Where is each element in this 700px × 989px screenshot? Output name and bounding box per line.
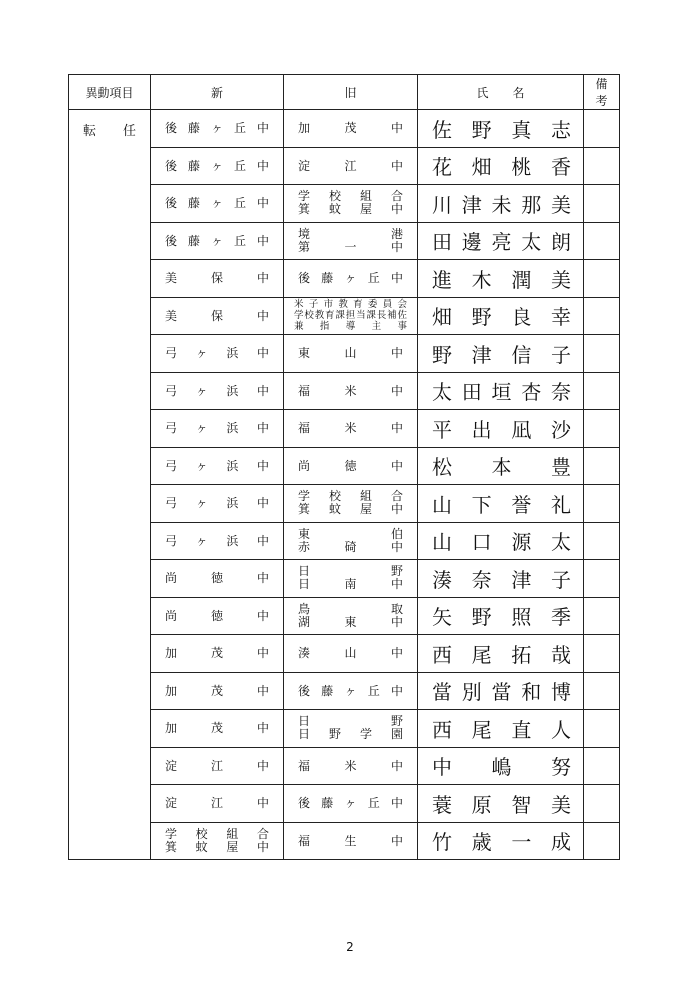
- teacher-name-cell: [418, 110, 584, 148]
- teacher-name: 當 別 當 和 博: [432, 680, 571, 705]
- new-school-line: 加 茂 中: [165, 683, 269, 698]
- teacher-name: 進 木 潤 美: [432, 267, 571, 292]
- remarks-cell: [584, 822, 620, 860]
- teacher-name-cell: [418, 522, 584, 560]
- table-row: [69, 222, 620, 260]
- teacher-name: 太 田 垣 杏 奈: [432, 380, 571, 405]
- old-school-cell: [284, 447, 418, 485]
- remarks-cell: [584, 747, 620, 785]
- teacher-name-cell: [418, 485, 584, 523]
- teacher-name: 田 邊 亮 太 朗: [432, 230, 571, 255]
- teacher-name-cell: [418, 410, 584, 448]
- teacher-name: 竹 歳 一 成: [432, 830, 571, 855]
- old-school-line: 日 南 中: [298, 577, 403, 592]
- teacher-name: 中 嶋 努: [432, 755, 571, 780]
- table-row: [69, 110, 620, 148]
- table-row: [69, 672, 620, 710]
- header-old: 旧: [284, 75, 418, 110]
- old-school-cell: [284, 710, 418, 748]
- teacher-name: 蓑 原 智 美: [432, 792, 571, 817]
- new-school-cell: [151, 110, 284, 148]
- teacher-name: 山 口 源 太: [432, 530, 571, 555]
- teacher-name: 西 尾 直 人: [432, 717, 571, 742]
- new-school-line: 加 茂 中: [165, 646, 269, 661]
- header-category: 異動項目: [69, 75, 151, 110]
- old-school-cell: [284, 560, 418, 598]
- old-school-cell: [284, 110, 418, 148]
- new-school-cell: [151, 635, 284, 673]
- remarks-cell: [584, 147, 620, 185]
- table-row: [69, 597, 620, 635]
- teacher-name: 西 尾 拓 哉: [432, 642, 571, 667]
- new-school-cell: [151, 185, 284, 223]
- old-school-line: 淀 江 中: [298, 158, 403, 173]
- old-school-line: 福 米 中: [298, 421, 403, 436]
- remarks-cell: [584, 260, 620, 298]
- old-school-line: 福 米 中: [298, 383, 403, 398]
- remarks-cell: [584, 522, 620, 560]
- old-school-line: 湊 山 中: [298, 646, 403, 661]
- old-school-cell: [284, 335, 418, 373]
- table-row: [69, 147, 620, 185]
- new-school-line: 弓 ヶ 浜 中: [165, 496, 269, 511]
- new-school-line: 後 藤 ヶ 丘 中: [165, 196, 269, 211]
- old-school-line: 尚 徳 中: [298, 458, 403, 473]
- old-school-line: 湖 東 中: [298, 614, 403, 629]
- new-school-cell: [151, 785, 284, 823]
- new-school-line: 弓 ヶ 浜 中: [165, 458, 269, 473]
- new-school-cell: [151, 260, 284, 298]
- table-row: [69, 447, 620, 485]
- remarks-cell: [584, 185, 620, 223]
- teacher-name-cell: [418, 747, 584, 785]
- new-school-line: 淀 江 中: [165, 796, 269, 811]
- new-school-cell: [151, 410, 284, 448]
- remarks-cell: [584, 335, 620, 373]
- remarks-cell: [584, 297, 620, 335]
- teacher-name-cell: [418, 260, 584, 298]
- header-remarks: 備 考: [584, 75, 620, 110]
- page-number: 2: [346, 940, 354, 954]
- old-school-line: 後 藤 ヶ 丘 中: [298, 271, 403, 286]
- teacher-name-cell: [418, 597, 584, 635]
- teacher-name: 平 出 凪 沙: [432, 417, 571, 442]
- old-school-cell: [284, 785, 418, 823]
- teacher-name: 湊 奈 津 子: [432, 567, 571, 592]
- teacher-name: 松 本 豊: [432, 455, 571, 480]
- old-school-line: 加 茂 中: [298, 121, 403, 136]
- old-school-cell: [284, 222, 418, 260]
- old-school-cell: [284, 297, 418, 335]
- old-school-cell: [284, 822, 418, 860]
- new-school-line: 後 藤 ヶ 丘 中: [165, 158, 269, 173]
- remarks-cell: [584, 672, 620, 710]
- teacher-name-cell: [418, 222, 584, 260]
- teacher-name-cell: [418, 822, 584, 860]
- table-body: [69, 110, 620, 860]
- remarks-cell: [584, 635, 620, 673]
- new-school-line: 弓 ヶ 浜 中: [165, 421, 269, 436]
- remarks-cell: [584, 597, 620, 635]
- new-school-line: 弓 ヶ 浜 中: [165, 383, 269, 398]
- new-school-line: 美 保 中: [165, 271, 269, 286]
- header-name: 氏 名: [418, 75, 584, 110]
- old-school-line: 福 生 中: [298, 833, 403, 848]
- remarks-cell: [584, 560, 620, 598]
- new-school-line: 弓 ヶ 浜 中: [165, 346, 269, 361]
- old-school-line: 学 校 組 合: [298, 489, 403, 504]
- remarks-cell: [584, 372, 620, 410]
- old-school-line: 箕 蚊 屋 中: [298, 202, 403, 217]
- teacher-name-cell: [418, 297, 584, 335]
- new-school-line: 後 藤 ヶ 丘 中: [165, 233, 269, 248]
- teacher-name-cell: [418, 147, 584, 185]
- old-school-line: 日 野: [298, 714, 403, 729]
- table-row: [69, 485, 620, 523]
- new-school-cell: [151, 222, 284, 260]
- header-row: [69, 75, 620, 110]
- old-school-line: 日 野 学 園: [298, 727, 403, 742]
- old-school-line: 日 野: [298, 564, 403, 579]
- table-row: [69, 185, 620, 223]
- new-school-line: 後 藤 ヶ 丘 中: [165, 121, 269, 136]
- new-school-line: 弓 ヶ 浜 中: [165, 533, 269, 548]
- remarks-cell: [584, 785, 620, 823]
- category-label: 転 任: [83, 124, 136, 139]
- teacher-name-cell: [418, 635, 584, 673]
- old-school-cell: [284, 747, 418, 785]
- new-school-cell: [151, 372, 284, 410]
- new-school-line: 美 保 中: [165, 308, 269, 323]
- old-school-cell: [284, 597, 418, 635]
- new-school-cell: [151, 147, 284, 185]
- teacher-name: 野 津 信 子: [432, 342, 571, 367]
- old-school-cell: [284, 672, 418, 710]
- old-school-line: 米 子 市 教 育 委 員 会: [294, 299, 407, 311]
- old-school-line: 赤 碕 中: [298, 539, 403, 554]
- old-school-line: 鳥 取: [298, 601, 403, 616]
- table-row: [69, 522, 620, 560]
- remarks-cell: [584, 110, 620, 148]
- new-school-cell: [151, 447, 284, 485]
- teacher-name-cell: [418, 672, 584, 710]
- teacher-name-cell: [418, 372, 584, 410]
- table-row: [69, 372, 620, 410]
- new-school-line: 箕 蚊 屋 中: [165, 839, 269, 854]
- new-school-line: 淀 江 中: [165, 758, 269, 773]
- new-school-cell: [151, 710, 284, 748]
- header-new: 新: [151, 75, 284, 110]
- old-school-line: 後 藤 ヶ 丘 中: [298, 683, 403, 698]
- old-school-line: 東 伯: [298, 526, 403, 541]
- teacher-name-cell: [418, 560, 584, 598]
- new-school-cell: [151, 297, 284, 335]
- old-school-cell: [284, 635, 418, 673]
- teacher-name-cell: [418, 185, 584, 223]
- remarks-cell: [584, 485, 620, 523]
- personnel-table: [68, 74, 620, 860]
- teacher-name-cell: [418, 447, 584, 485]
- table-row: [69, 710, 620, 748]
- new-school-cell: [151, 485, 284, 523]
- old-school-line: 箕 蚊 屋 中: [298, 502, 403, 517]
- new-school-cell: [151, 672, 284, 710]
- new-school-cell: [151, 822, 284, 860]
- teacher-name: 畑 野 良 幸: [432, 305, 571, 330]
- new-school-line: 尚 徳 中: [165, 571, 269, 586]
- old-school-line: 学 校 組 合: [298, 189, 403, 204]
- old-school-line: 後 藤 ヶ 丘 中: [298, 796, 403, 811]
- teacher-name-cell: [418, 335, 584, 373]
- old-school-line: 第 一 中: [298, 239, 403, 254]
- old-school-cell: [284, 485, 418, 523]
- remarks-cell: [584, 410, 620, 448]
- old-school-cell: [284, 147, 418, 185]
- remarks-cell: [584, 710, 620, 748]
- teacher-name: 矢 野 照 季: [432, 605, 571, 630]
- new-school-line: 尚 徳 中: [165, 608, 269, 623]
- teacher-name: 佐 野 真 志: [432, 117, 571, 142]
- teacher-name: 山 下 誉 礼: [432, 492, 571, 517]
- table-row: [69, 635, 620, 673]
- old-school-cell: [284, 372, 418, 410]
- table-row: [69, 297, 620, 335]
- old-school-line: 境 港: [298, 226, 403, 241]
- table-row: [69, 260, 620, 298]
- category-cell: [69, 110, 151, 860]
- new-school-cell: [151, 747, 284, 785]
- new-school-cell: [151, 335, 284, 373]
- table-row: [69, 785, 620, 823]
- new-school-line: 学 校 組 合: [165, 826, 269, 841]
- old-school-line: 東 山 中: [298, 346, 403, 361]
- old-school-cell: [284, 185, 418, 223]
- teacher-name: 花 畑 桃 香: [432, 155, 571, 180]
- old-school-line: 兼 指 導 主 事: [294, 321, 407, 333]
- old-school-line: 福 米 中: [298, 758, 403, 773]
- old-school-cell: [284, 260, 418, 298]
- teacher-name-cell: [418, 785, 584, 823]
- teacher-name-cell: [418, 710, 584, 748]
- table-row: [69, 335, 620, 373]
- table-row: [69, 747, 620, 785]
- new-school-cell: [151, 560, 284, 598]
- old-school-cell: [284, 522, 418, 560]
- new-school-cell: [151, 522, 284, 560]
- teacher-name: 川 津 未 那 美: [432, 192, 571, 217]
- old-school-cell: [284, 410, 418, 448]
- table-row: [69, 560, 620, 598]
- remarks-cell: [584, 447, 620, 485]
- new-school-line: 加 茂 中: [165, 721, 269, 736]
- new-school-cell: [151, 597, 284, 635]
- old-school-line: 学 校 教 育 課 担 当 課 長 補 佐: [294, 310, 407, 322]
- table-row: [69, 410, 620, 448]
- remarks-cell: [584, 222, 620, 260]
- table-row: [69, 822, 620, 860]
